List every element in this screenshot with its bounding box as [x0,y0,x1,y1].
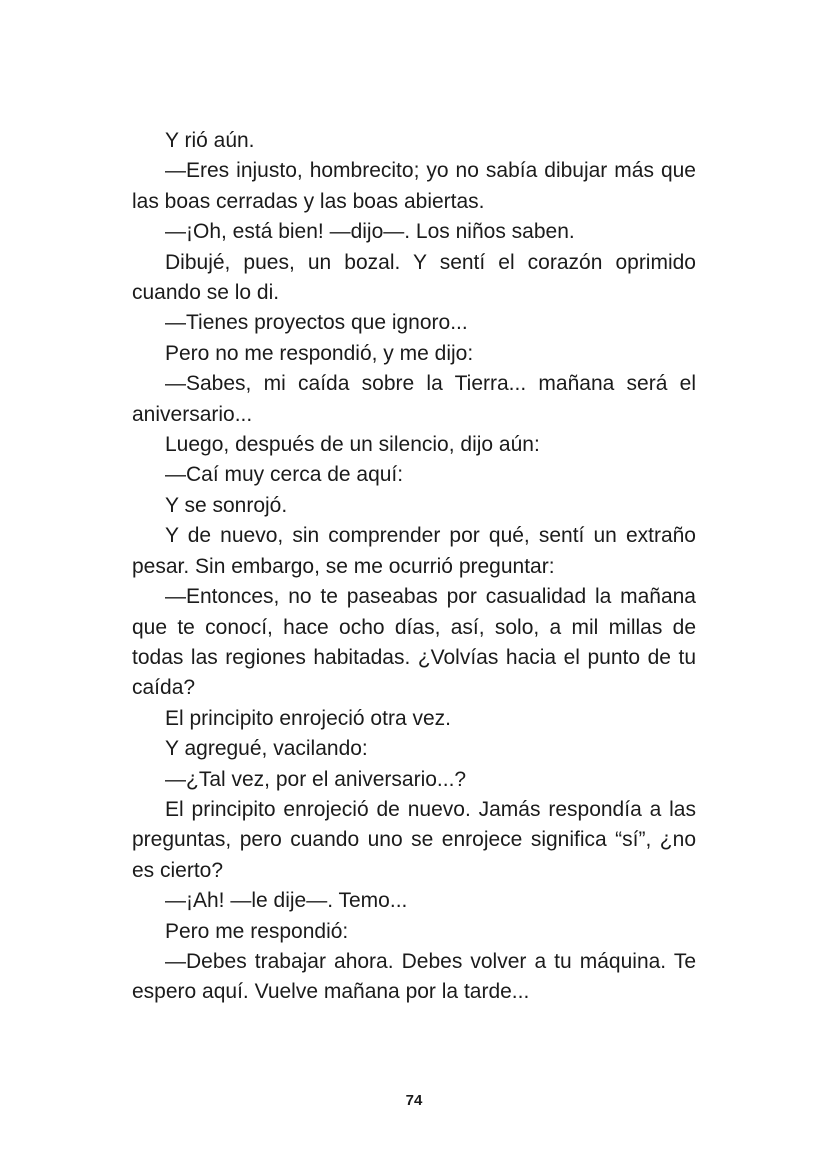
paragraph: Y rió aún. [165,129,255,152]
paragraph: —Eres injusto, hombrecito; yo no sabía dibujar más que las boas cerradas y las boas abiertas. [132,159,696,213]
paragraph: Luego, después de un silencio, dijo aún: [165,433,540,457]
paragraph: El principito enrojeció otra vez. [165,706,451,730]
paragraph: —¡Oh, está bien! —dijo—. Los niños saben. [165,220,575,244]
paragraph: —Debes trabajar ahora. Debes volver a tu máquina. Te espero aquí. Vuelve mañana por la tarde... [132,949,696,1004]
page-number: 74 [405,1092,423,1109]
paragraph: Dibujé, pues, un bozal. Y sentí el corazón oprimido cuando se lo di. [132,250,696,305]
paragraph: Pero no me respondió, y me dijo: [165,341,474,365]
paragraph: —Sabes, mi caída sobre la Tierra... mañana será el aniversario... [132,372,696,426]
paragraph: —Caí muy cerca de aquí: [165,463,404,487]
paragraph: Y de nuevo, sin comprender por qué, sentí un extraño pesar. Sin embargo, se me ocurrió preguntar: [132,524,696,578]
paragraph: —¿Tal vez, por el aniversario...? [165,767,467,791]
body-text [132,126,696,1008]
paragraph: Pero me respondió: [165,919,349,943]
paragraph: —¡Ah! —le dije—. Temo... [165,889,408,913]
paragraph: El principito enrojeció de nuevo. Jamás respondía a las preguntas, pero cuando uno se enrojece significa “sí”, ¿no es cierto? [132,797,696,882]
paragraph: —Tienes proyectos que ignoro... [165,311,468,335]
paragraph: Y agregué, vacilando: [165,737,368,761]
paragraph: —Entonces, no te paseabas por casualidad la mañana que te conocí, hace ocho días, así, solo, a mil millas de todas las regiones habitadas. ¿Volvías hacia el punto de tu caída? [132,585,696,700]
paragraph: Y se sonrojó. [165,493,288,517]
